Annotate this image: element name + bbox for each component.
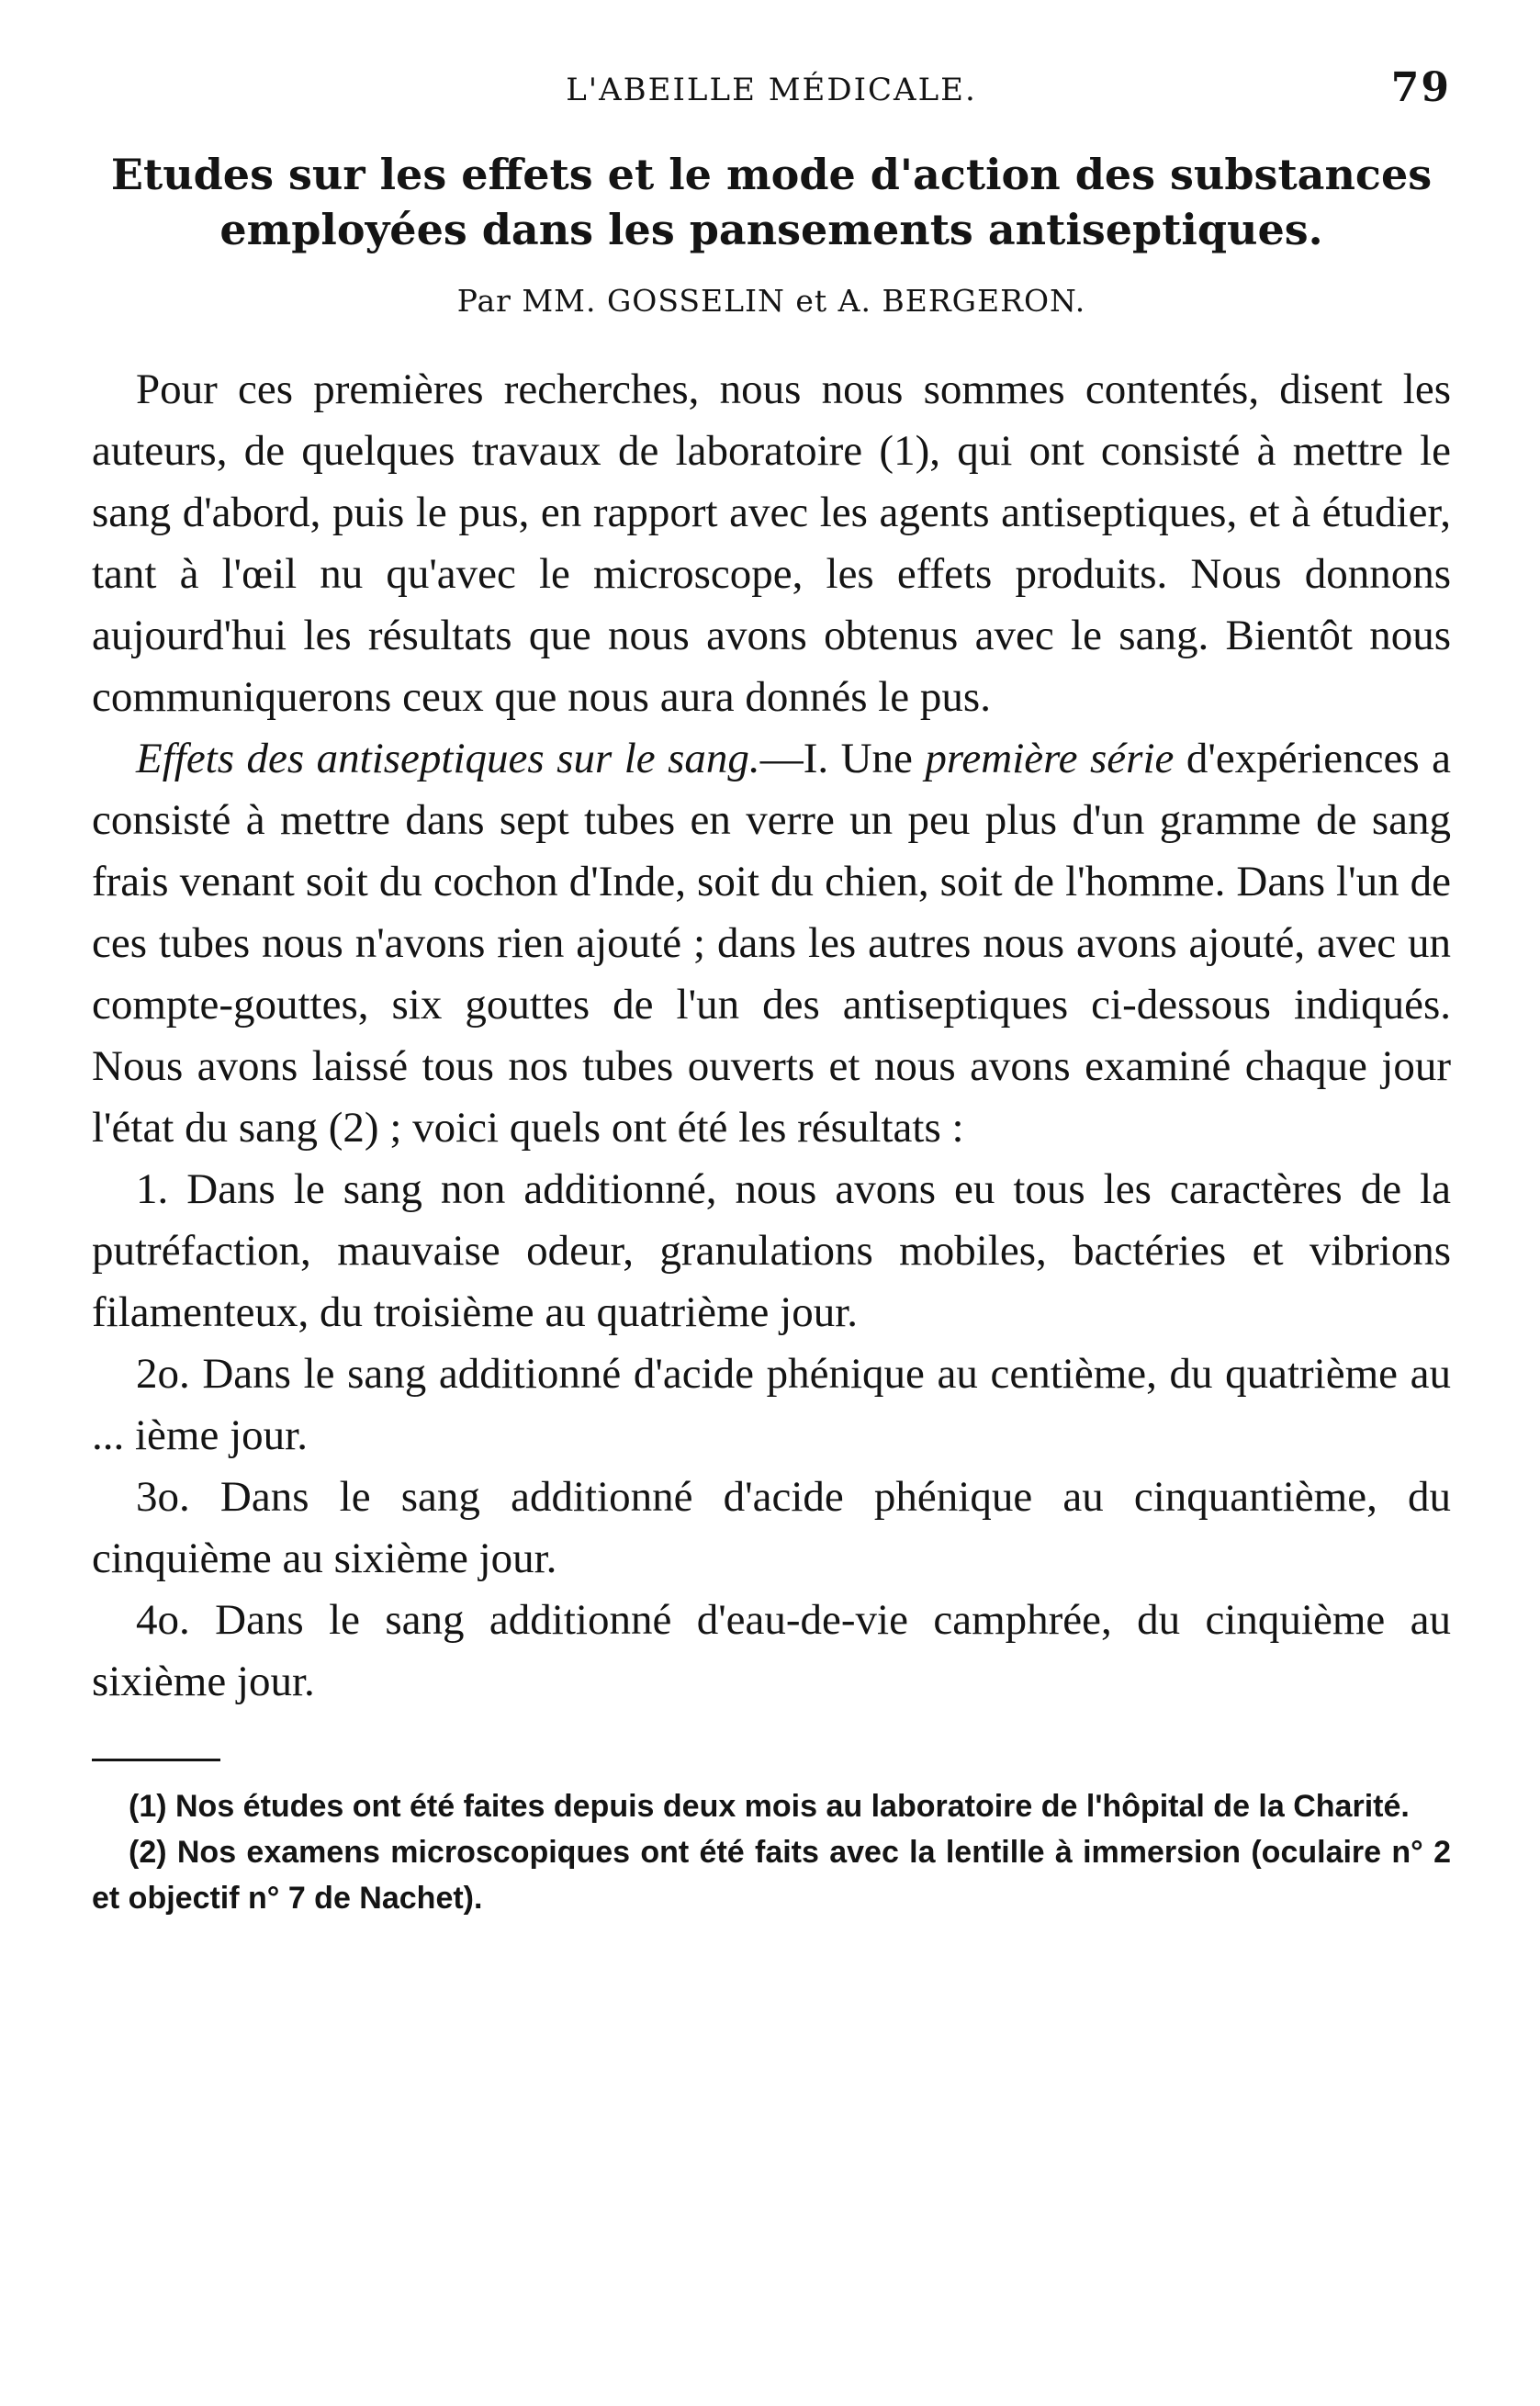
result-item-4: 4o. Dans le sang additionné d'eau-de-vie camphrée, du cinquième au sixième jour. xyxy=(92,1596,1451,1705)
paragraph-intro: Pour ces premières recherches, nous nous sommes contentés, disent les auteurs, de quelques travaux de laboratoire (1), qui ont consisté à mettre le sang d'abord, puis le pus, en rapport avec les agents antiseptiques, et à étudier, tant à l'œil nu qu'avec le microscope, les effets produits. Nous donnons aujourd'hui les résultats que nous avons obtenus avec le sang. Bientôt nous communiquerons ceux que nous aura donnés le pus. xyxy=(92,365,1451,721)
result-item-3: 3o. Dans le sang additionné d'acide phénique au cinquantième, du cinquième au sixième jour. xyxy=(92,1473,1451,1582)
page-number: 79 xyxy=(1390,64,1451,111)
page xyxy=(92,64,1451,1921)
result-item-2: 2o. Dans le sang additionné d'acide phénique au centième, du quatrième au ... ième jour. xyxy=(92,1350,1451,1459)
article-body xyxy=(92,359,1451,1713)
result-item-1: 1. Dans le sang non additionné, nous avons eu tous les caractères de la putréfaction, mauvaise odeur, granulations mobiles, bactéries et vibrions filamenteux, du troisième au quatrième jour. xyxy=(92,1165,1451,1336)
series-label: première série xyxy=(925,735,1175,782)
running-head xyxy=(92,64,1451,129)
section-heading: Effets des antiseptiques sur le sang. xyxy=(136,735,760,782)
section-dash: —I. Une xyxy=(759,735,926,782)
article-title: Etudes sur les effets et le mode d'action des substances employées dans les pansements antiseptiques. xyxy=(110,150,1433,254)
footnote-2: (2) Nos examens microscopiques ont été faits avec la lentille à immersion (oculaire n° 2 et objectif n° 7 de Nachet). xyxy=(92,1835,1451,1916)
footnote-1: (1) Nos études ont été faites depuis deux mois au laboratoire de l'hôpital de la Charité. xyxy=(129,1789,1410,1824)
footnote-divider xyxy=(92,1759,220,1761)
footnotes xyxy=(92,1783,1451,1921)
running-title: L'ABEILLE MÉDICALE. xyxy=(566,72,977,108)
series-text: d'expériences a consisté à mettre dans sept tubes en verre un peu plus d'un gramme de sang frais venant soit du cochon d'Inde, soit du chien, soit de l'homme. Dans l'un de ces tubes nous n'avons rien ajouté ; dans les autres nous avons ajouté, avec un compte-gouttes, six gouttes de l'un des antiseptiques ci-dessous indiqués. Nous avons laissé tous nos tubes ouverts et nous avons examiné chaque jour l'état du sang (2) ; voici quels ont été les résultats : xyxy=(92,735,1451,1152)
article-authors: Par MM. GOSSELIN et A. BERGERON. xyxy=(456,283,1086,319)
paragraph-first-series xyxy=(92,728,1451,1159)
